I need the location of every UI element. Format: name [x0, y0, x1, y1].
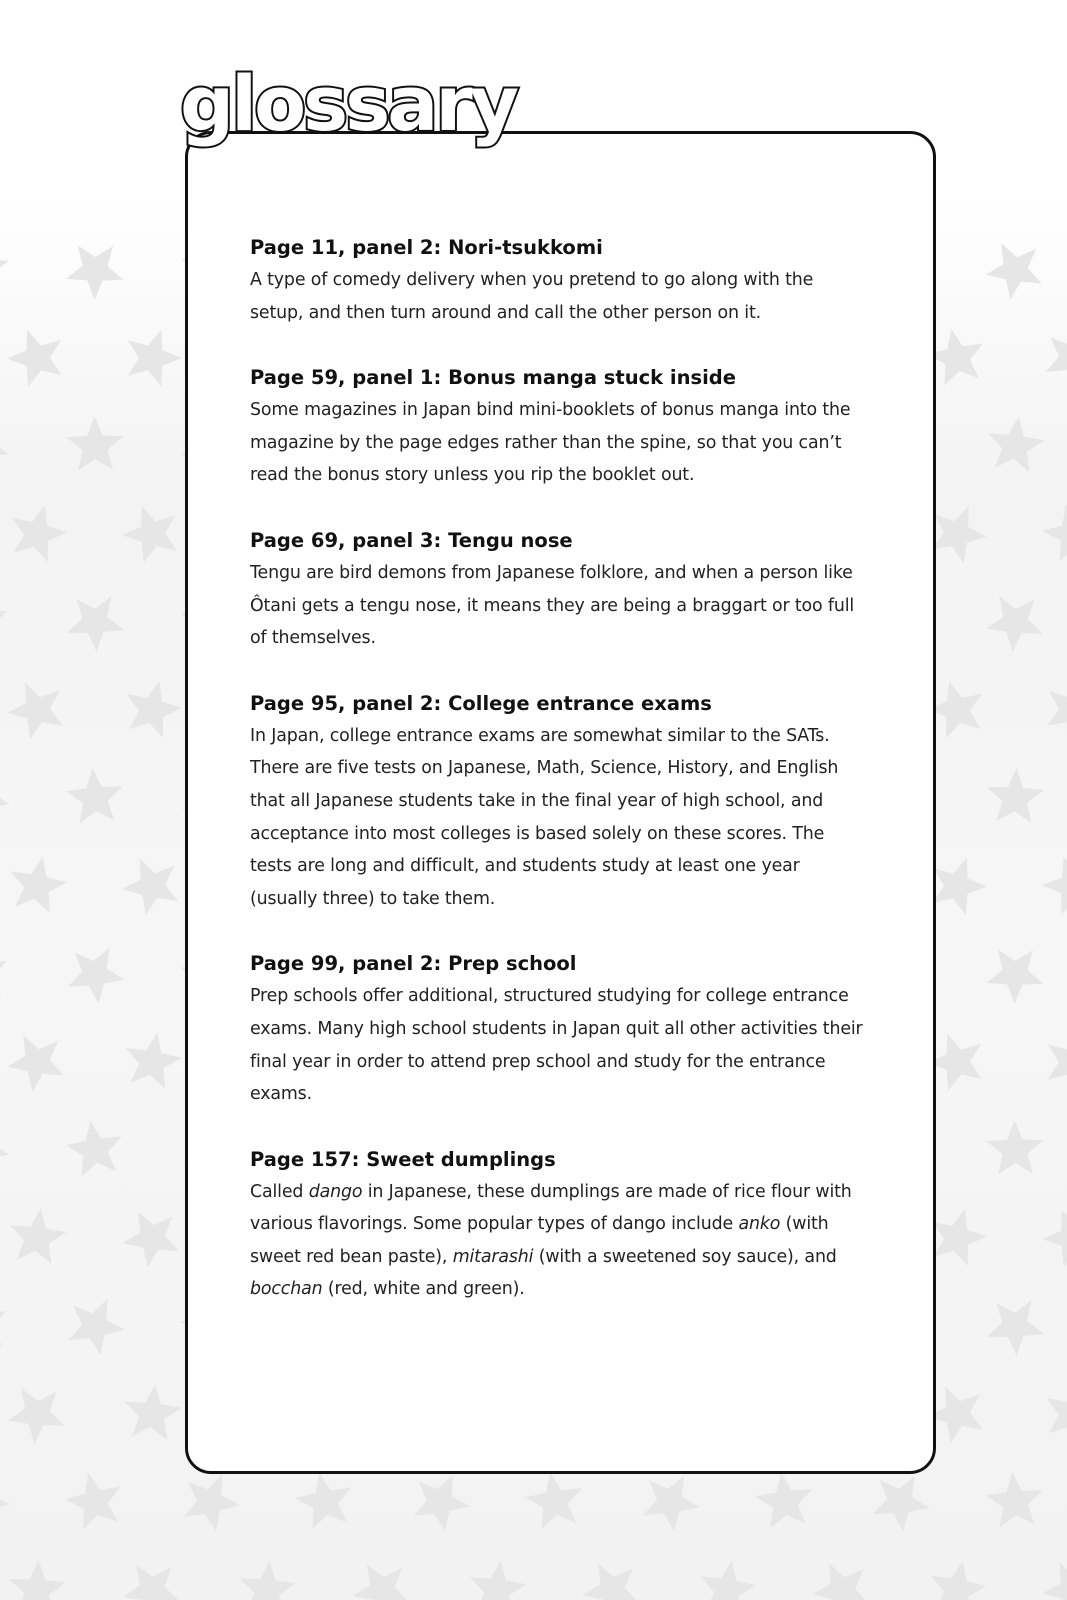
star-icon — [10, 1208, 67, 1264]
star-icon — [8, 1388, 65, 1444]
glossary-entry — [250, 525, 870, 655]
entry-term-italic: anko — [738, 1214, 781, 1235]
star-icon — [756, 1472, 813, 1528]
star-icon — [0, 421, 9, 476]
star-icon — [1042, 1563, 1067, 1600]
star-icon — [126, 1033, 182, 1090]
star-icon — [0, 1297, 6, 1354]
star-icon — [7, 682, 63, 739]
star-icon — [931, 506, 987, 563]
star-icon — [239, 1560, 296, 1600]
star-icon — [65, 1473, 121, 1530]
star-icon — [127, 681, 182, 738]
glossary-title-text: glossary — [180, 59, 519, 148]
star-icon — [414, 1475, 470, 1532]
entry-text: (with a sweetened soy sauce), and — [533, 1246, 837, 1267]
glossary-entry — [250, 1144, 870, 1306]
entry-text: (with sweet red bean paste), — [250, 1214, 829, 1267]
entry-term-italic: mitarashi — [452, 1246, 534, 1267]
entry-body — [250, 394, 870, 492]
glossary-title — [176, 60, 536, 160]
entry-heading: Page 59, panel 1: Bonus manga stuck inside — [250, 366, 736, 390]
star-icon — [700, 1560, 756, 1600]
star-icon — [11, 857, 67, 914]
entry-body — [250, 1176, 870, 1306]
glossary-entry — [250, 948, 870, 1110]
star-icon — [932, 858, 987, 915]
entry-text: Tengu are bird demons from Japanese folklore, and when a person like Ôtani gets a tengu nose, it means they are being a braggart or too full of themselves. — [250, 562, 855, 649]
star-icon — [643, 1476, 700, 1532]
star-icon — [353, 1564, 410, 1600]
star-icon — [1046, 331, 1067, 388]
entry-heading: Page 11, panel 2: Nori-tsukkomi — [250, 236, 603, 259]
star-icon — [1042, 505, 1067, 562]
star-icon — [470, 1560, 527, 1600]
star-icon — [986, 596, 1043, 652]
star-icon — [7, 330, 62, 387]
star-icon — [987, 1301, 1044, 1356]
entry-text: in Japanese, these dumplings are made of rice flour with various flavorings. Some popular types of dango include — [250, 1181, 852, 1235]
star-icon — [184, 1475, 240, 1532]
entry-text: Some magazines in Japan bind mini-booklets of bonus manga into the magazine by the page edges rather than the spine, so that you can’t read the bonus story unless you rip the booklet out. — [250, 400, 851, 486]
star-icon — [67, 597, 124, 652]
star-icon — [9, 1560, 66, 1600]
glossary-entry — [250, 362, 870, 492]
star-icon — [931, 1561, 987, 1600]
star-icon — [525, 1472, 581, 1528]
entry-heading: Page 157: Sweet dumplings — [250, 1147, 556, 1171]
star-icon — [66, 416, 123, 471]
star-icon — [128, 330, 182, 387]
star-icon — [985, 243, 1041, 299]
entry-heading: Page 69, panel 3: Tengu nose — [250, 528, 573, 552]
star-icon — [12, 505, 67, 562]
star-icon — [932, 1209, 987, 1266]
star-icon — [812, 1563, 868, 1600]
entry-term-italic: dango — [308, 1181, 363, 1202]
star-icon — [986, 949, 1043, 1004]
star-icon — [7, 1035, 63, 1091]
entry-body — [250, 980, 870, 1110]
star-icon — [125, 1384, 182, 1440]
star-icon — [1047, 682, 1067, 739]
star-icon — [988, 416, 1045, 472]
glossary-entry — [250, 232, 870, 329]
star-icon — [1048, 1034, 1067, 1091]
star-icon — [0, 592, 8, 647]
entry-body — [250, 264, 870, 329]
entry-body — [250, 720, 870, 916]
star-icon — [0, 1123, 10, 1180]
star-icon — [873, 1476, 930, 1532]
star-icon — [123, 1565, 180, 1600]
star-icon — [122, 859, 178, 916]
star-icon — [0, 944, 7, 1000]
star-icon — [0, 240, 9, 294]
star-icon — [122, 506, 177, 563]
star-icon — [65, 1120, 121, 1176]
entry-text: A type of comedy delivery when you pretend to go along with the setup, and then turn around and call the other person on it. — [250, 270, 814, 323]
star-icon — [1042, 857, 1067, 914]
star-icon — [68, 948, 125, 1004]
star-icon — [66, 245, 123, 300]
star-icon — [986, 1472, 1043, 1528]
star-icon — [123, 1212, 180, 1268]
star-icon — [295, 1473, 351, 1530]
star-icon — [986, 1120, 1043, 1175]
entry-term-italic: bocchan — [250, 1279, 323, 1300]
star-icon — [0, 1474, 10, 1531]
entry-heading: Page 99, panel 2: Prep school — [250, 952, 577, 976]
star-icon — [69, 1299, 125, 1356]
star-icon — [1047, 1385, 1067, 1442]
entry-body — [250, 557, 870, 655]
star-icon — [987, 768, 1044, 823]
star-icon — [66, 768, 123, 824]
star-icon — [1042, 1210, 1067, 1267]
entry-text: In Japan, college entrance exams are somewhat similar to the SATs. There are five tests on Japanese, Math, Science, History, and English that all Japanese students take in the final year of high school, and acceptance into most colleges is based solely on these scores. The tests are long and difficult, and students study at least one year (usually three) to take them. — [250, 725, 839, 909]
glossary-entries — [250, 232, 870, 1339]
entry-text: (red, white and green). — [322, 1279, 525, 1300]
entry-heading: Page 95, panel 2: College entrance exams — [250, 691, 712, 715]
entry-text: Called — [250, 1181, 309, 1202]
star-icon — [0, 772, 9, 828]
entry-text: Prep schools offer additional, structured studying for college entrance exams. Many high school students in Japan quit all other activities their final year in order to attend prep school and study for the entrance exams. — [250, 986, 863, 1105]
star-icon — [583, 1564, 640, 1600]
glossary-entry — [250, 688, 870, 916]
